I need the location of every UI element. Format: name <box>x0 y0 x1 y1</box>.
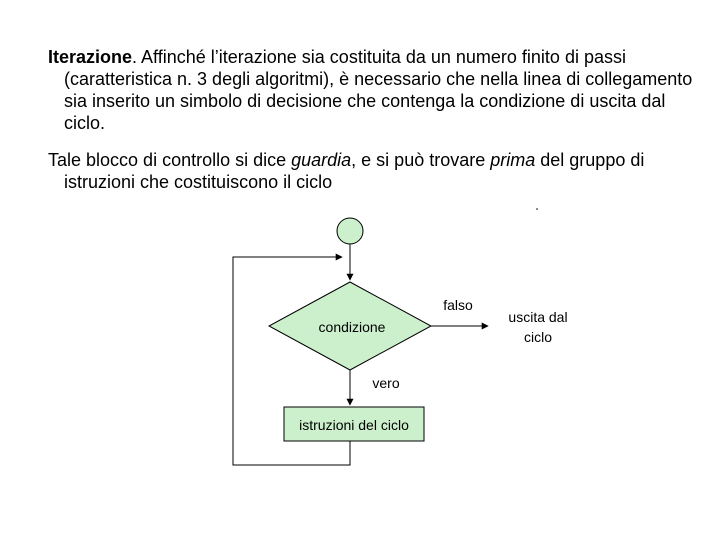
guardia-text-c: del gruppo di istruzioni che costituiscono il ciclo <box>64 150 645 192</box>
term-prima: prima <box>490 150 536 170</box>
guardia-text-a: Tale blocco di controllo si dice <box>48 150 292 170</box>
guardia-text-b: , e si può trovare <box>351 150 491 170</box>
true-label: vero <box>372 375 400 391</box>
condition-label: condizione <box>318 319 386 335</box>
false-label: falso <box>443 297 473 313</box>
exit-label-line1: uscita dal <box>508 309 568 325</box>
exit-label-line2: ciclo <box>523 329 553 345</box>
stray-dot <box>536 208 538 210</box>
term-guardia: guardia <box>291 150 352 170</box>
loop-body-label: istruzioni del ciclo <box>299 417 409 433</box>
iterazione-definition: . Affinché l’iterazione sia costituita da un numero finito di passi (caratteristica n. 3 degli algoritmi), è necessario che nella linea di collegamento sia inserito un simbolo di decisione che contenga la condizione di uscita dal ciclo. <box>64 47 693 133</box>
term-iterazione: Iterazione <box>48 47 133 67</box>
start-node <box>337 218 363 244</box>
